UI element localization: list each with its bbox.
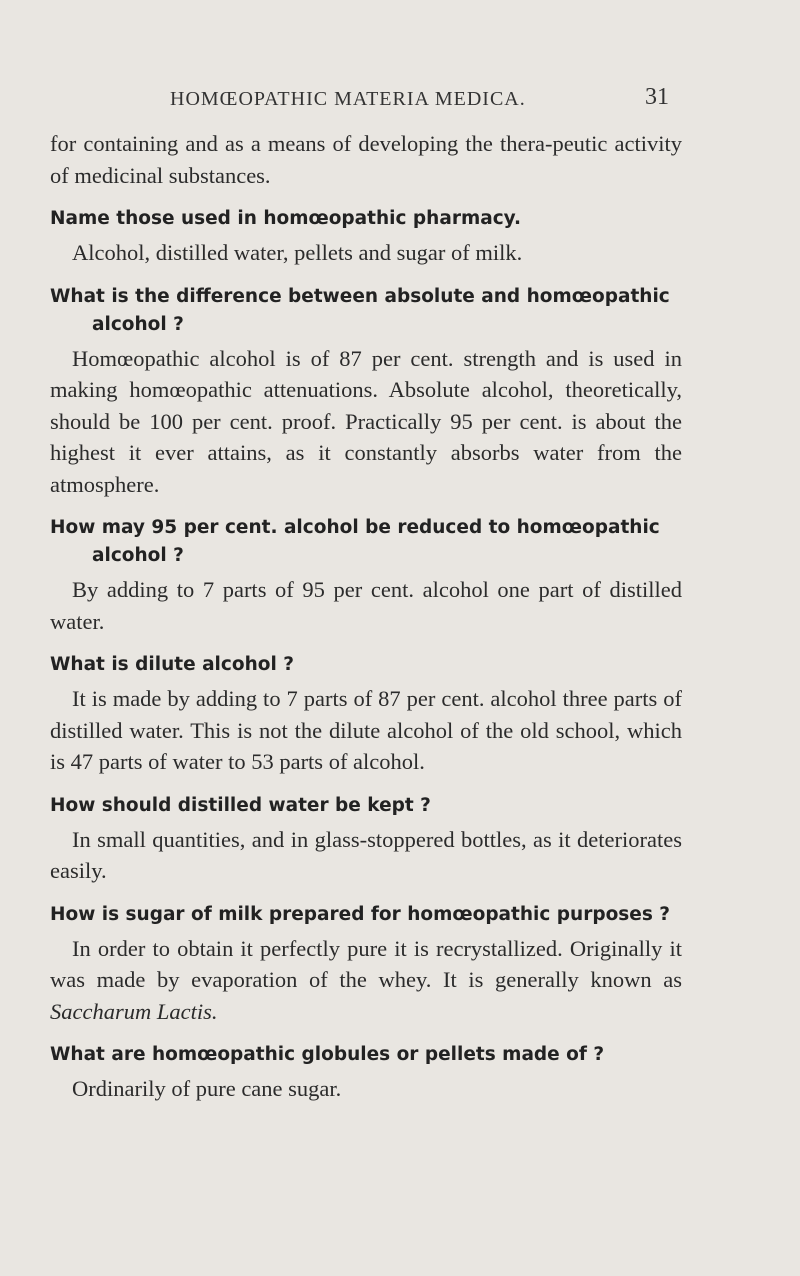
page-number: 31 <box>645 84 669 110</box>
answer-6-text: In order to obtain it perfectly pure it is recrystallized. Originally it was made by evaporation of the whey. It is generally known as <box>50 935 682 992</box>
running-title: HOMŒOPATHIC MATERIA MEDICA. <box>170 88 526 110</box>
answer-7: Ordinarily of pure cane sugar. <box>72 1076 342 1101</box>
question-6: How is sugar of milk prepared for homœopathic purposes ? <box>50 903 671 925</box>
answer-3: By adding to 7 parts of 95 per cent. alcohol one part of distilled water. <box>50 577 682 634</box>
answer-1: Alcohol, distilled water, pellets and sugar of milk. <box>72 240 523 265</box>
answer-6-italic-term: Saccharum Lactis. <box>50 998 218 1024</box>
answer-4: It is made by adding to 7 parts of 87 per cent. alcohol three parts of distilled water. This is not the dilute alcohol of the old school, which is 47 parts of water to 53 parts of alcohol. <box>50 686 682 774</box>
question-7: What are homœopathic globules or pellets made of ? <box>50 1044 605 1065</box>
answer-2: Homœopathic alcohol is of 87 per cent. strength and is used in making homœopathic attenuations. Absolute alcohol, theoretically, should be 100 per cent. proof. Practically 95 per cent. is about the highest it ever attains, as it constantly absorbs water from the atmosphere. <box>50 345 682 497</box>
question-3: How may 95 per cent. alcohol be reduced to homœopathic alcohol ? <box>50 517 660 566</box>
page-body <box>50 128 682 1105</box>
intro-paragraph: for containing and as a means of developing the thera-peutic activity of medicinal substances. <box>50 131 682 188</box>
question-2: What is the difference between absolute and homœopathic alcohol ? <box>50 285 670 335</box>
question-1: Name those used in homœopathic pharmacy. <box>50 208 522 229</box>
answer-5: In small quantities, and in glass-stoppered bottles, as it deteriorates easily. <box>50 826 682 883</box>
question-4: What is dilute alcohol ? <box>50 654 294 675</box>
question-5: How should distilled water be kept ? <box>50 794 431 816</box>
answer-6 <box>50 933 682 1028</box>
